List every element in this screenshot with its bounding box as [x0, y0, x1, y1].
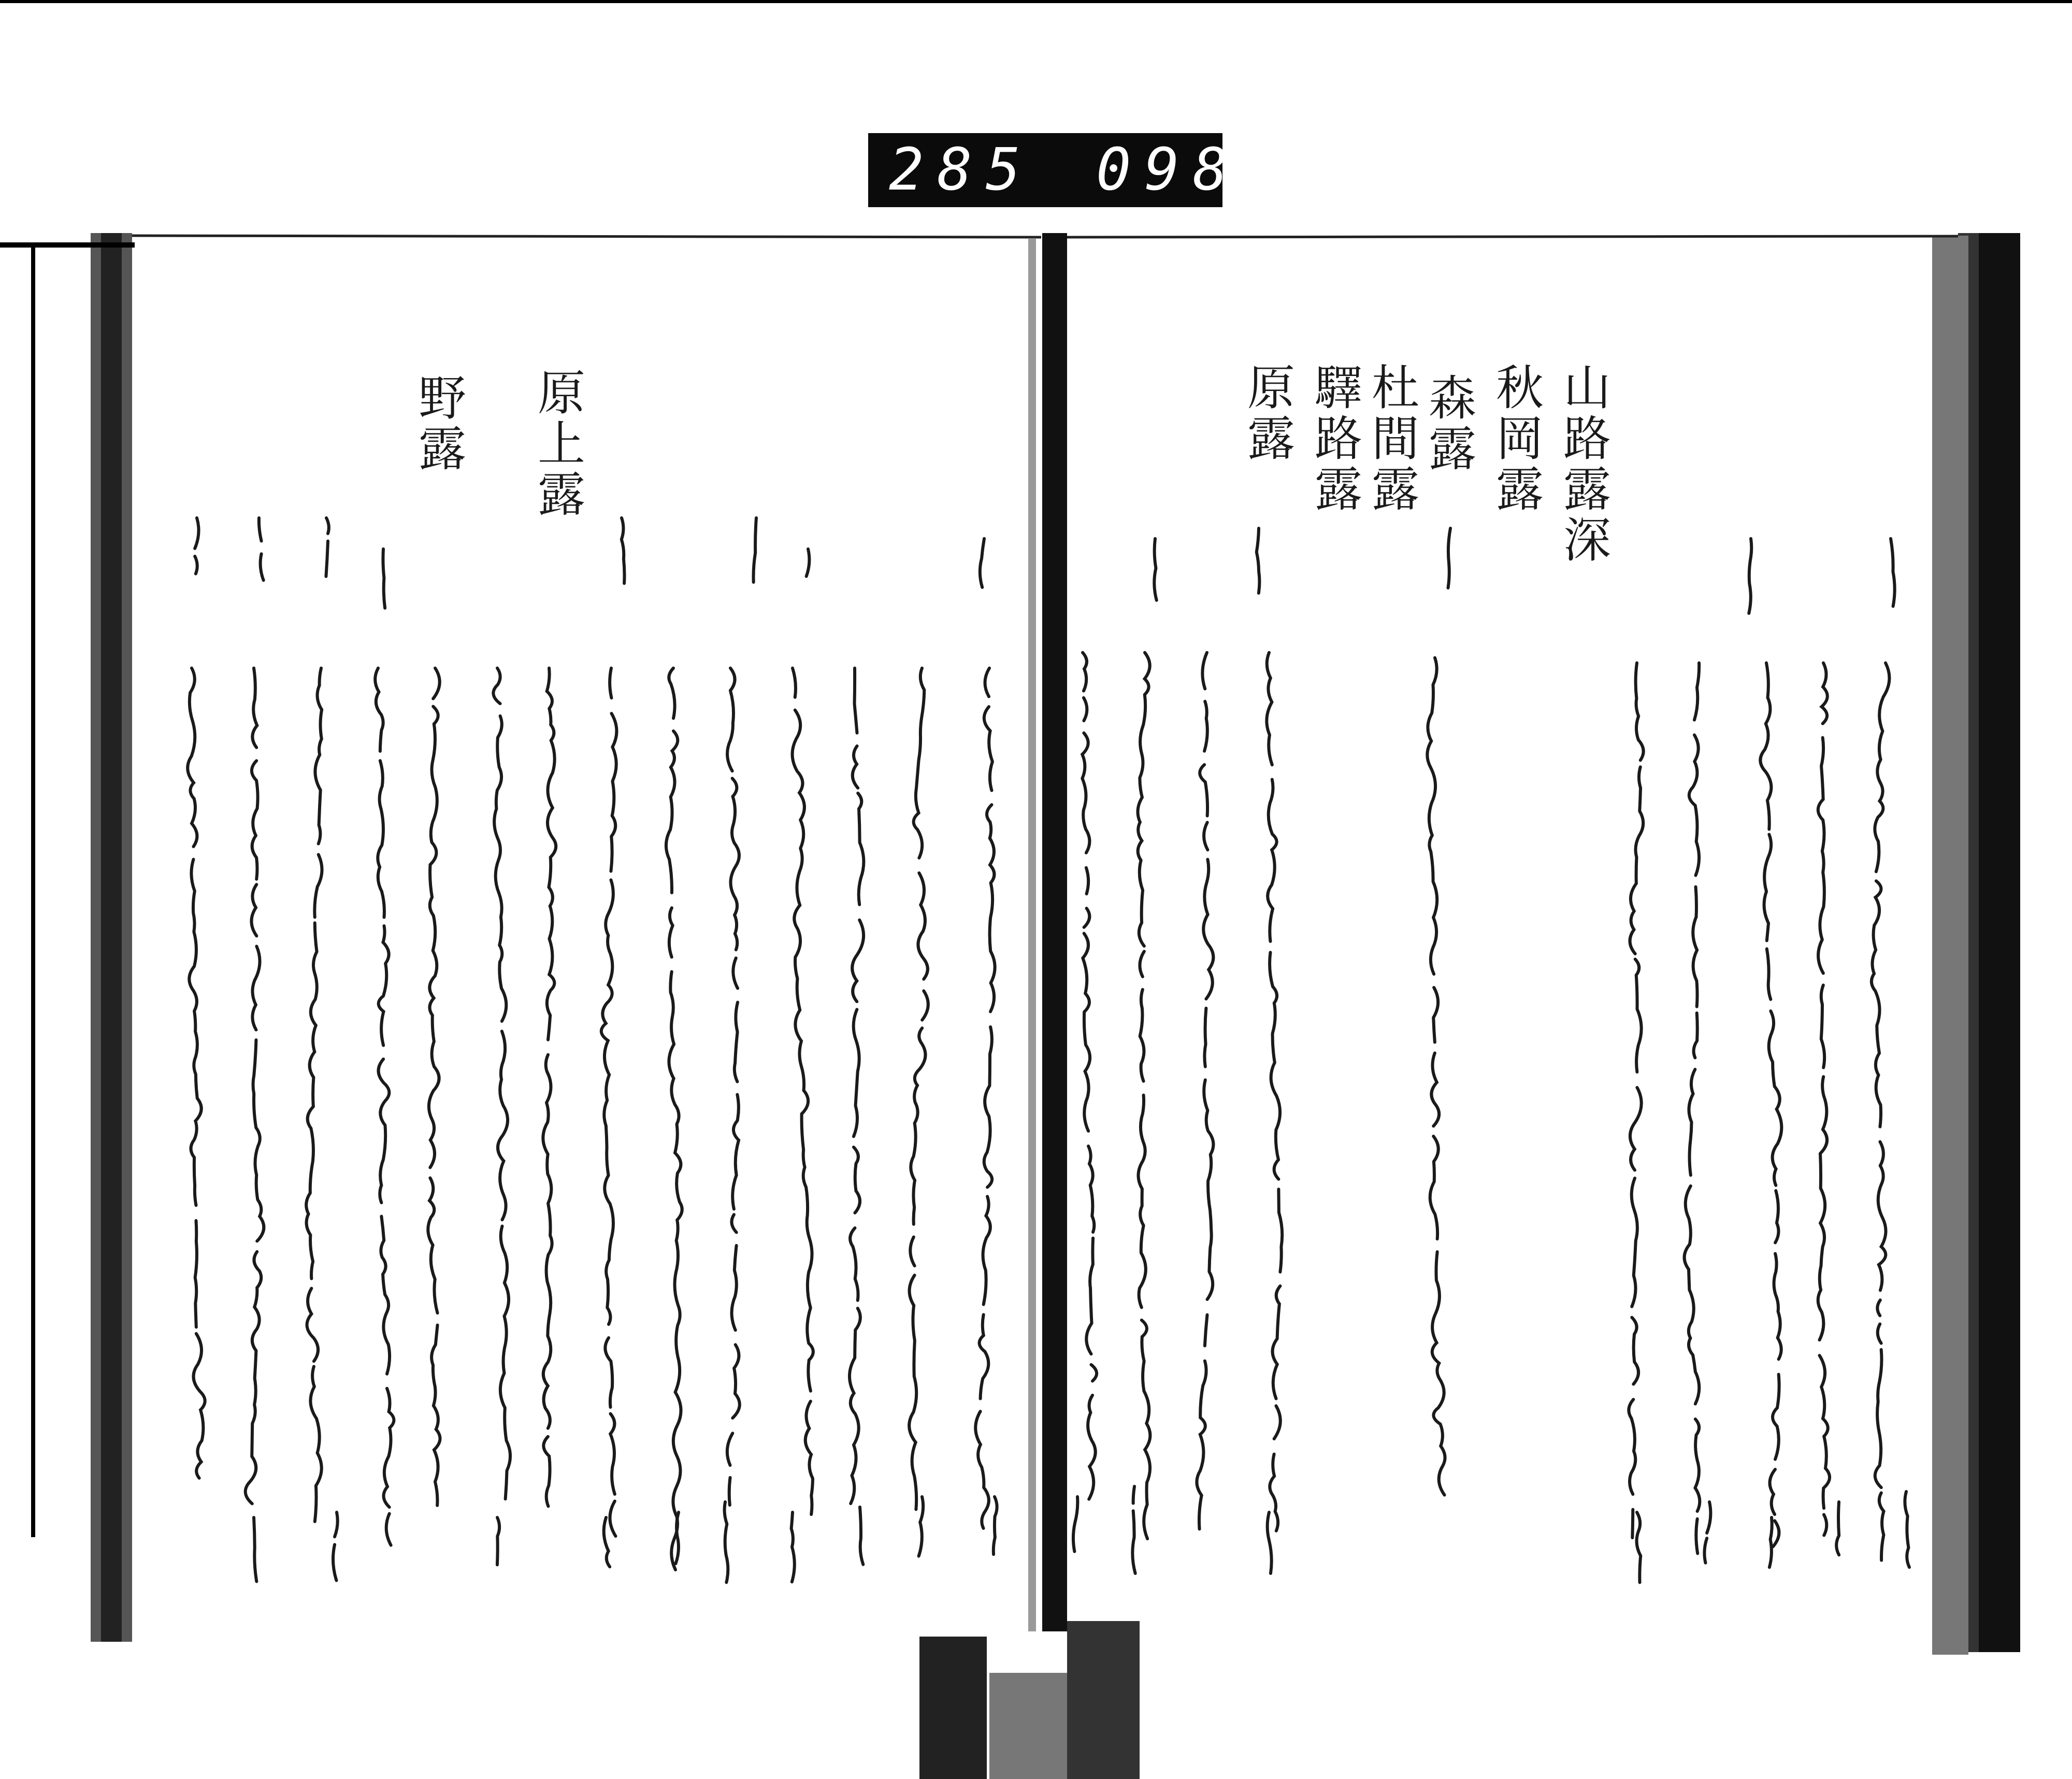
- poem-column-right: [1427, 658, 1445, 1495]
- heading-7: 原上露: [530, 368, 585, 520]
- author-mark-right: [1073, 1497, 1077, 1557]
- note-column-left: [980, 539, 984, 587]
- poem-column-left: [850, 668, 864, 1518]
- frame-number-right: 098: [1096, 136, 1242, 204]
- heading-4: 杜間露: [1364, 363, 1419, 515]
- heading-1: 山路露深: [1556, 363, 1611, 566]
- note-column-right: [1257, 528, 1260, 593]
- author-mark-right: [1769, 1517, 1772, 1567]
- heading-3: 森露: [1421, 373, 1476, 474]
- poem-column-right: [1197, 653, 1213, 1541]
- poem-column-right: [1267, 653, 1282, 1543]
- note-column-left: [754, 518, 756, 582]
- poem-column-left: [543, 668, 556, 1521]
- poem-column-left: [375, 668, 394, 1545]
- author-mark-right: [1836, 1502, 1839, 1555]
- note-column-left: [383, 549, 385, 608]
- poem-column-left: [666, 668, 682, 1570]
- author-mark-right: [1637, 1512, 1641, 1582]
- poem-column-left: [493, 668, 510, 1499]
- poem-column-left: [793, 668, 813, 1520]
- author-mark-left: [994, 1497, 997, 1554]
- frame-number-left: 285: [889, 136, 1034, 204]
- poem-column-left: [975, 668, 995, 1528]
- note-column-right: [1749, 539, 1751, 613]
- author-mark-left: [254, 1517, 256, 1582]
- note-column-right: [1891, 539, 1895, 606]
- author-mark-right: [1905, 1492, 1909, 1567]
- author-mark-left: [497, 1517, 499, 1565]
- poem-column-right: [1818, 663, 1830, 1550]
- author-mark-left: [604, 1517, 610, 1567]
- note-column-left: [326, 518, 328, 576]
- poem-column-right: [1685, 663, 1700, 1564]
- poem-column-left: [246, 668, 264, 1503]
- poem-column-right: [1872, 663, 1890, 1560]
- heading-5: 驛路露: [1307, 363, 1362, 515]
- author-mark-right: [1268, 1512, 1272, 1573]
- author-mark-left: [860, 1507, 863, 1565]
- poem-column-left: [188, 668, 205, 1478]
- author-mark-right: [1704, 1502, 1710, 1563]
- author-mark-right: [1132, 1486, 1135, 1573]
- poem-column-left: [428, 668, 440, 1521]
- poem-column-right: [1629, 663, 1643, 1538]
- note-column-left: [259, 518, 264, 587]
- note-column-left: [195, 518, 198, 574]
- poem-column-right: [1082, 653, 1097, 1499]
- note-column-left: [807, 549, 810, 576]
- note-column-right: [1448, 528, 1450, 588]
- author-mark-left: [792, 1512, 795, 1582]
- note-column-left: [622, 518, 625, 583]
- heading-2: 秋岡露: [1488, 363, 1544, 515]
- poem-column-left: [909, 668, 928, 1509]
- poem-column-right: [1760, 663, 1781, 1546]
- poem-column-right: [1138, 653, 1150, 1539]
- poem-column-left: [601, 668, 617, 1536]
- note-column-right: [1154, 539, 1157, 600]
- heading-6: 原露: [1240, 363, 1295, 464]
- heading-8: 野露: [411, 373, 466, 474]
- author-mark-left: [333, 1512, 338, 1589]
- author-mark-left: [919, 1497, 924, 1556]
- poem-column-left: [306, 668, 322, 1522]
- author-mark-left: [675, 1512, 679, 1564]
- author-mark-left: [725, 1502, 728, 1582]
- poem-column-left: [727, 668, 740, 1511]
